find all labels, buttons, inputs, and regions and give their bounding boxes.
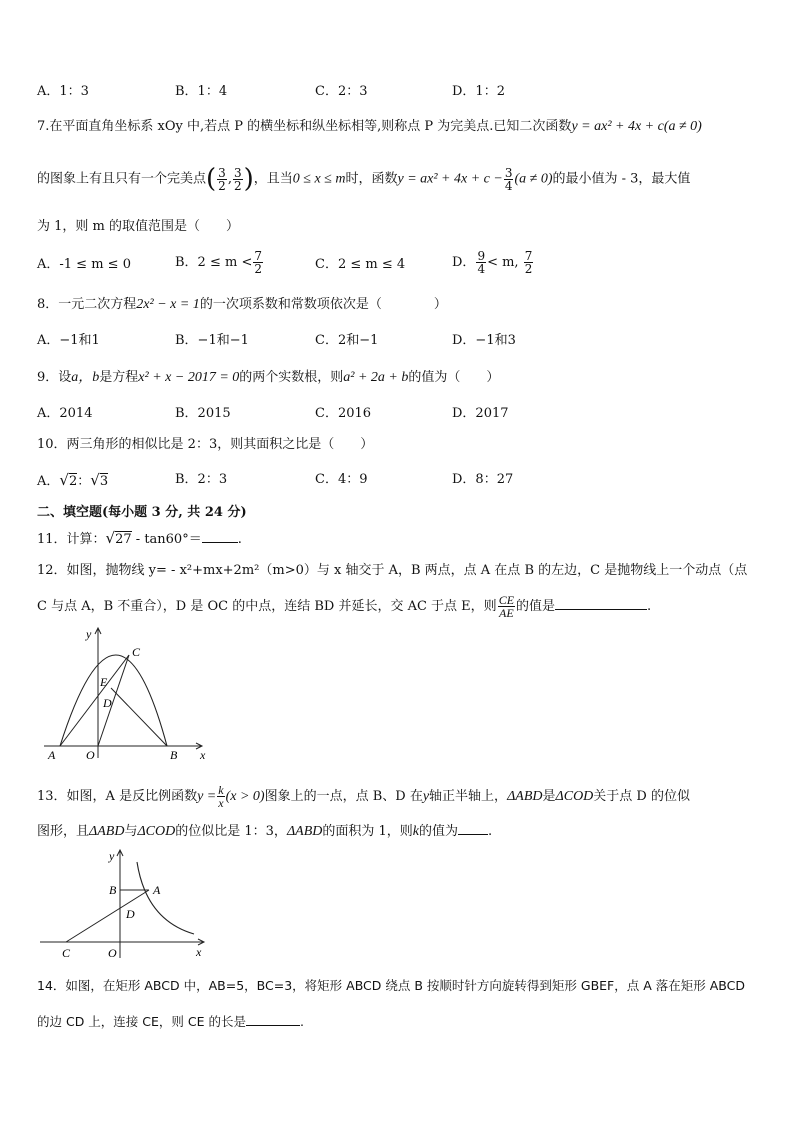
q13-hyperbola: [137, 862, 194, 934]
q7-line2: 的图象上有且只有一个完美点( $\frac{3}{2}$ , $\frac{3}{2}$ )，且当0 ≤ x ≤ m时，函数y = ax² + 4x + c − $\frac{3}{4}$ (a ≠ 0)的最小值为 - 3，最大值: [37, 164, 691, 194]
q13-figure: [36, 846, 216, 964]
q8-option-a: A．−1和1: [37, 333, 100, 348]
q13-fraction: $\frac{k}{x}$: [218, 783, 224, 810]
q10-option-a: A．√2：√3: [37, 471, 109, 489]
q12-label-y: y: [86, 627, 92, 641]
q9-option-a: A．2014: [37, 406, 93, 421]
q7-options: [37, 250, 764, 280]
q13-label-A: A: [153, 883, 161, 897]
q6-option-a: A．1：3: [37, 84, 89, 99]
q11-answer-blank[interactable]: [202, 528, 238, 543]
q12-figure: [42, 622, 212, 762]
q13-line2: 图形，且ΔABD与ΔCOD的位似比是 1：3，ΔABD的面积为 1，则k的值为 .: [37, 820, 764, 842]
q12-label-D: D: [103, 696, 112, 710]
q12-fraction: $\frac{CE}{AE}$: [498, 593, 515, 620]
q12-label-x: x: [200, 748, 206, 762]
q13-label-D: D: [126, 907, 135, 921]
q14-line1: 14．如图，在矩形 ABCD 中，AB=5，BC=3，将矩形 ABCD 绕点 B 按顺时针方向旋转得到矩形 GBEF，点 A 落在矩形 ABCD: [37, 978, 745, 993]
q9-option-c: C．2016: [315, 406, 372, 421]
q13-label-B: B: [109, 883, 117, 897]
q10-stem: 10．两三角形的相似比是 2：3，则其面积之比是（ ）: [37, 437, 374, 452]
q7-point-x: $\frac{3}{2}$: [218, 165, 226, 193]
q12-label-E: E: [100, 675, 108, 689]
q8-stem: 8．一元二次方程2x² − x = 1的一次项系数和常数项依次是（ ）: [37, 297, 447, 312]
q13-label-O: O: [108, 946, 117, 960]
q13-label-x: x: [196, 945, 202, 959]
q12-label-A: A: [48, 748, 56, 762]
q12-answer-blank[interactable]: [555, 595, 647, 610]
q7-option-b: B．2 ≤ m < $\frac{7}{2}$: [175, 249, 262, 276]
q7-line1: 7.在平面直角坐标系 xOy 中,若点 P 的横坐标和纵坐标相等,则称点 P 为完美点.已知二次函数y = ax² + 4x + c(a ≠ 0): [37, 119, 702, 134]
q12-line1: 12．如图，抛物线 y= - x²+mx+2m²（m>0）与 x 轴交于 A，B 两点，点 A 在点 B 的左边，C 是抛物线上一个动点（点: [37, 563, 748, 578]
q6-option-b: B．1：4: [175, 84, 228, 99]
q13-label-C: C: [62, 946, 71, 960]
q7-point-y: $\frac{3}{2}$: [233, 165, 242, 193]
q6-option-d: D．1：2: [452, 84, 505, 99]
q13-segment-CA: [66, 890, 149, 942]
q8-option-d: D．−1和3: [452, 333, 516, 348]
q10-option-c: C．4：9: [315, 472, 368, 487]
q12-line2: C 与点 A，B 不重合），D 是 OC 的中点，连结 BD 并延长，交 AC 于点 E，则 $\frac{CE}{AE}$ 的值是 .: [37, 593, 652, 620]
q9-expression: a² + 2a + b: [343, 370, 409, 385]
q13-line1: 13．如图，A 是反比例函数y = $\frac{k}{x}$ (x > 0)图象上的一点，点 B、D 在y轴正半轴上，ΔABD是ΔCOD关于点 D 的位似: [37, 783, 690, 810]
section-title: 二、填空题(每小题 3 分, 共 24 分): [37, 505, 247, 520]
q7-option-a: A．-1 ≤ m ≤ 0: [37, 257, 131, 272]
q14-answer-blank[interactable]: [246, 1011, 300, 1026]
q13-label-y: y: [109, 849, 115, 863]
q8-option-c: C．2和−1: [315, 333, 379, 348]
q6-option-c: C．2：3: [315, 84, 368, 99]
q8-option-b: B．−1和−1: [175, 333, 249, 348]
q7-quadratic: y = ax² + 4x + c(a ≠ 0): [571, 119, 702, 134]
q9-equation: x² + x − 2017 = 0: [138, 370, 240, 385]
q9-option-d: D．2017: [452, 406, 509, 421]
q10-option-d: D．8：27: [452, 472, 514, 487]
q12-label-B: B: [170, 748, 178, 762]
q13-answer-blank[interactable]: [458, 820, 488, 835]
q14-line2: 的边 CD 上，连接 CE，则 CE 的长是 .: [37, 1011, 764, 1032]
q11-stem: 11．计算：√27 - tan60°＝ .: [37, 529, 242, 547]
q7-line3: 为 1，则 m 的取值范围是（ ）: [37, 219, 239, 234]
q10-option-b: B．2：3: [175, 472, 228, 487]
q7-option-c: C．2 ≤ m ≤ 4: [315, 257, 406, 272]
q12-label-C: C: [132, 645, 141, 659]
q7-option-d: D． $\frac{9}{4}$ < m, $\frac{7}{2}$: [452, 249, 533, 276]
q9-stem: 9．设a，b是方程x² + x − 2017 = 0的两个实数根，则a² + 2a + b的值为（ ）: [37, 370, 500, 385]
q8-equation: 2x² − x = 1: [136, 297, 200, 312]
q7-condition: 0 ≤ x ≤ m: [292, 171, 346, 187]
q7-function: y = ax² + 4x + c −: [397, 171, 503, 187]
q12-label-O: O: [86, 748, 95, 762]
q9-option-b: B．2015: [175, 406, 231, 421]
